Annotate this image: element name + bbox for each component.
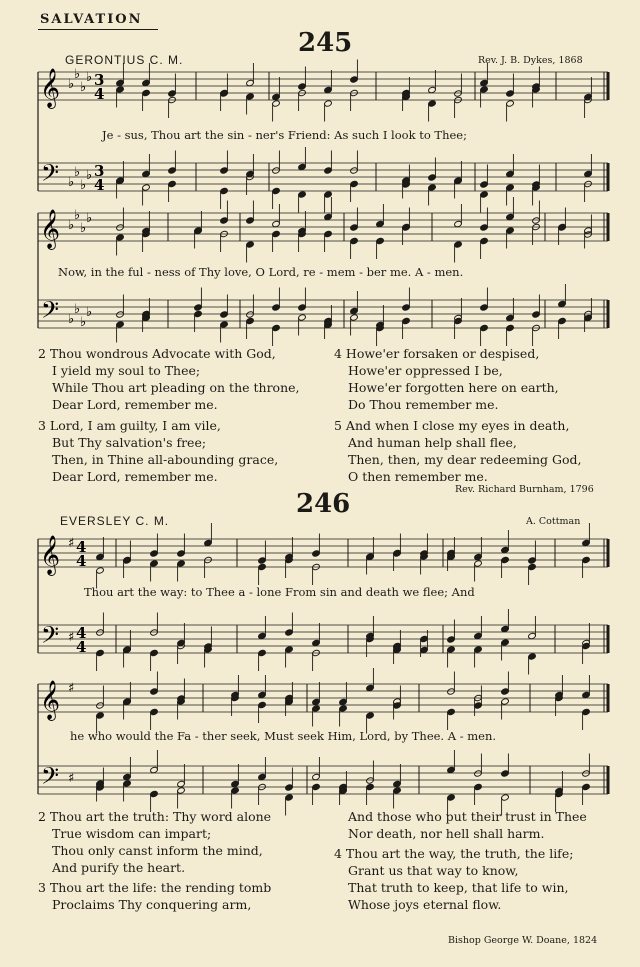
time-signature: 4 (76, 552, 87, 570)
tune-name: GERONTIUS C. M. (65, 53, 184, 67)
hymn-author: Rev. Richard Burnham, 1796 (455, 484, 594, 495)
lyric-line: Thou art the way: to Thee a - lone From sin and death we flee; And (84, 585, 475, 599)
key-signature-icon: ♭ (68, 218, 75, 233)
key-signature-icon: ♭ (74, 165, 81, 180)
bass-clef-icon: 𝄢 (41, 296, 60, 329)
verse-block (38, 808, 271, 876)
key-signature-icon: ♭ (74, 302, 81, 317)
verse-block (334, 808, 587, 842)
time-signature: 4 (94, 85, 105, 103)
bass-clef-icon: 𝄢 (41, 621, 60, 654)
key-signature-icon: ♭ (80, 80, 87, 95)
hymn-number: 246 (296, 489, 351, 519)
verse-line: And human help shall flee, (348, 435, 517, 450)
verse-line: 4 Thou art the way, the truth, the life; (334, 846, 574, 861)
key-signature-icon: ♯ (68, 536, 75, 551)
lyric-line: Now, in the ful - ness of Thy love, O Lord, re - mem - ber me. A - men. (58, 265, 464, 279)
key-signature-icon: ♭ (74, 67, 81, 82)
treble-clef-icon: 𝄞 (40, 680, 61, 720)
verse-line: Nor death, nor hell shall harm. (348, 826, 545, 841)
time-signature: 3 (94, 71, 105, 89)
verse-line: 2 Thou art the truth: Thy word alone (38, 809, 272, 824)
section-heading: SALVATION (40, 12, 143, 27)
verse-line: True wisdom can impart; (52, 826, 212, 841)
verse-line: 3 Lord, I am guilty, I am vile, (38, 418, 221, 433)
lyric-line: Je - sus, Thou art the sin - ner's Friend: As such I look to Thee; (102, 128, 467, 142)
verse-line: I yield my soul to Thee; (52, 363, 201, 378)
verse-line: 2 Thou wondrous Advocate with God, (38, 346, 276, 361)
verse-line: Do Thou remember me. (348, 397, 499, 412)
verse-line: Grant us that way to know, (348, 863, 519, 878)
key-signature-icon: ♭ (80, 221, 87, 236)
verse-line: Proclaims Thy conquering arm, (52, 897, 252, 912)
verse-line: Dear Lord, remember me. (52, 397, 218, 412)
bass-clef-icon: 𝄢 (41, 159, 60, 192)
verse-line: 3 Thou art the life: the rending tomb (38, 880, 272, 895)
verse-line: Howe'er oppressed I be, (348, 363, 503, 378)
lyric-line: he who would the Fa - ther seek, Must seek Him, Lord, by Thee. A - men. (70, 729, 497, 743)
verse-line: And purify the heart. (52, 860, 186, 875)
key-signature-icon: ♭ (74, 208, 81, 223)
key-signature-icon: ♭ (68, 175, 75, 190)
verse-line: Thou only canst inform the mind, (52, 843, 263, 858)
verse-line: And those who put their trust in Thee (348, 809, 587, 824)
time-signature: 4 (76, 624, 87, 642)
verse-line: Then, in Thine all-abounding grace, (52, 452, 279, 467)
verse-line: 4 Howe'er forsaken or despised, (334, 346, 540, 361)
treble-clef-icon: 𝄞 (40, 68, 61, 108)
verse-line: But Thy salvation's free; (52, 435, 207, 450)
key-signature-icon: ♯ (68, 630, 75, 645)
hymn-number: 245 (298, 28, 353, 58)
verse-line: O then remember me. (348, 469, 488, 484)
hymn-author: Bishop George W. Doane, 1824 (448, 935, 598, 946)
verse-line: Then, then, my dear redeeming God, (348, 452, 582, 467)
bass-clef-icon: 𝄢 (41, 762, 60, 795)
key-signature-icon: ♯ (68, 771, 75, 786)
verse-line: Howe'er forgotten here on earth, (348, 380, 559, 395)
key-signature-icon: ♭ (68, 77, 75, 92)
key-signature-icon: ♭ (86, 70, 93, 85)
verse-line: That truth to keep, that life to win, (348, 880, 569, 895)
key-signature-icon: ♭ (86, 305, 93, 320)
key-signature-icon: ♯ (68, 681, 75, 696)
verse-block (38, 879, 271, 913)
verse-line: Dear Lord, remember me. (52, 469, 218, 484)
key-signature-icon: ♭ (80, 178, 87, 193)
time-signature: 4 (94, 176, 105, 194)
key-signature-icon: ♭ (86, 211, 93, 226)
time-signature: 3 (94, 162, 105, 180)
treble-clef-icon: 𝄞 (40, 535, 61, 575)
verse-block (334, 845, 573, 913)
composer: Rev. J. B. Dykes, 1868 (478, 55, 583, 66)
key-signature-icon: ♭ (68, 312, 75, 327)
tune-name: EVERSLEY C. M. (60, 514, 170, 528)
composer: A. Cottman (526, 516, 581, 527)
key-signature-icon: ♭ (80, 315, 87, 330)
verse-line: 5 And when I close my eyes in death, (334, 418, 570, 433)
treble-clef-icon: 𝄞 (40, 209, 61, 249)
time-signature: 4 (76, 638, 87, 656)
verse-line: While Thou art pleading on the throne, (52, 380, 300, 395)
verse-line: Whose joys eternal flow. (348, 897, 502, 912)
key-signature-icon: ♭ (86, 168, 93, 183)
time-signature: 4 (76, 538, 87, 556)
